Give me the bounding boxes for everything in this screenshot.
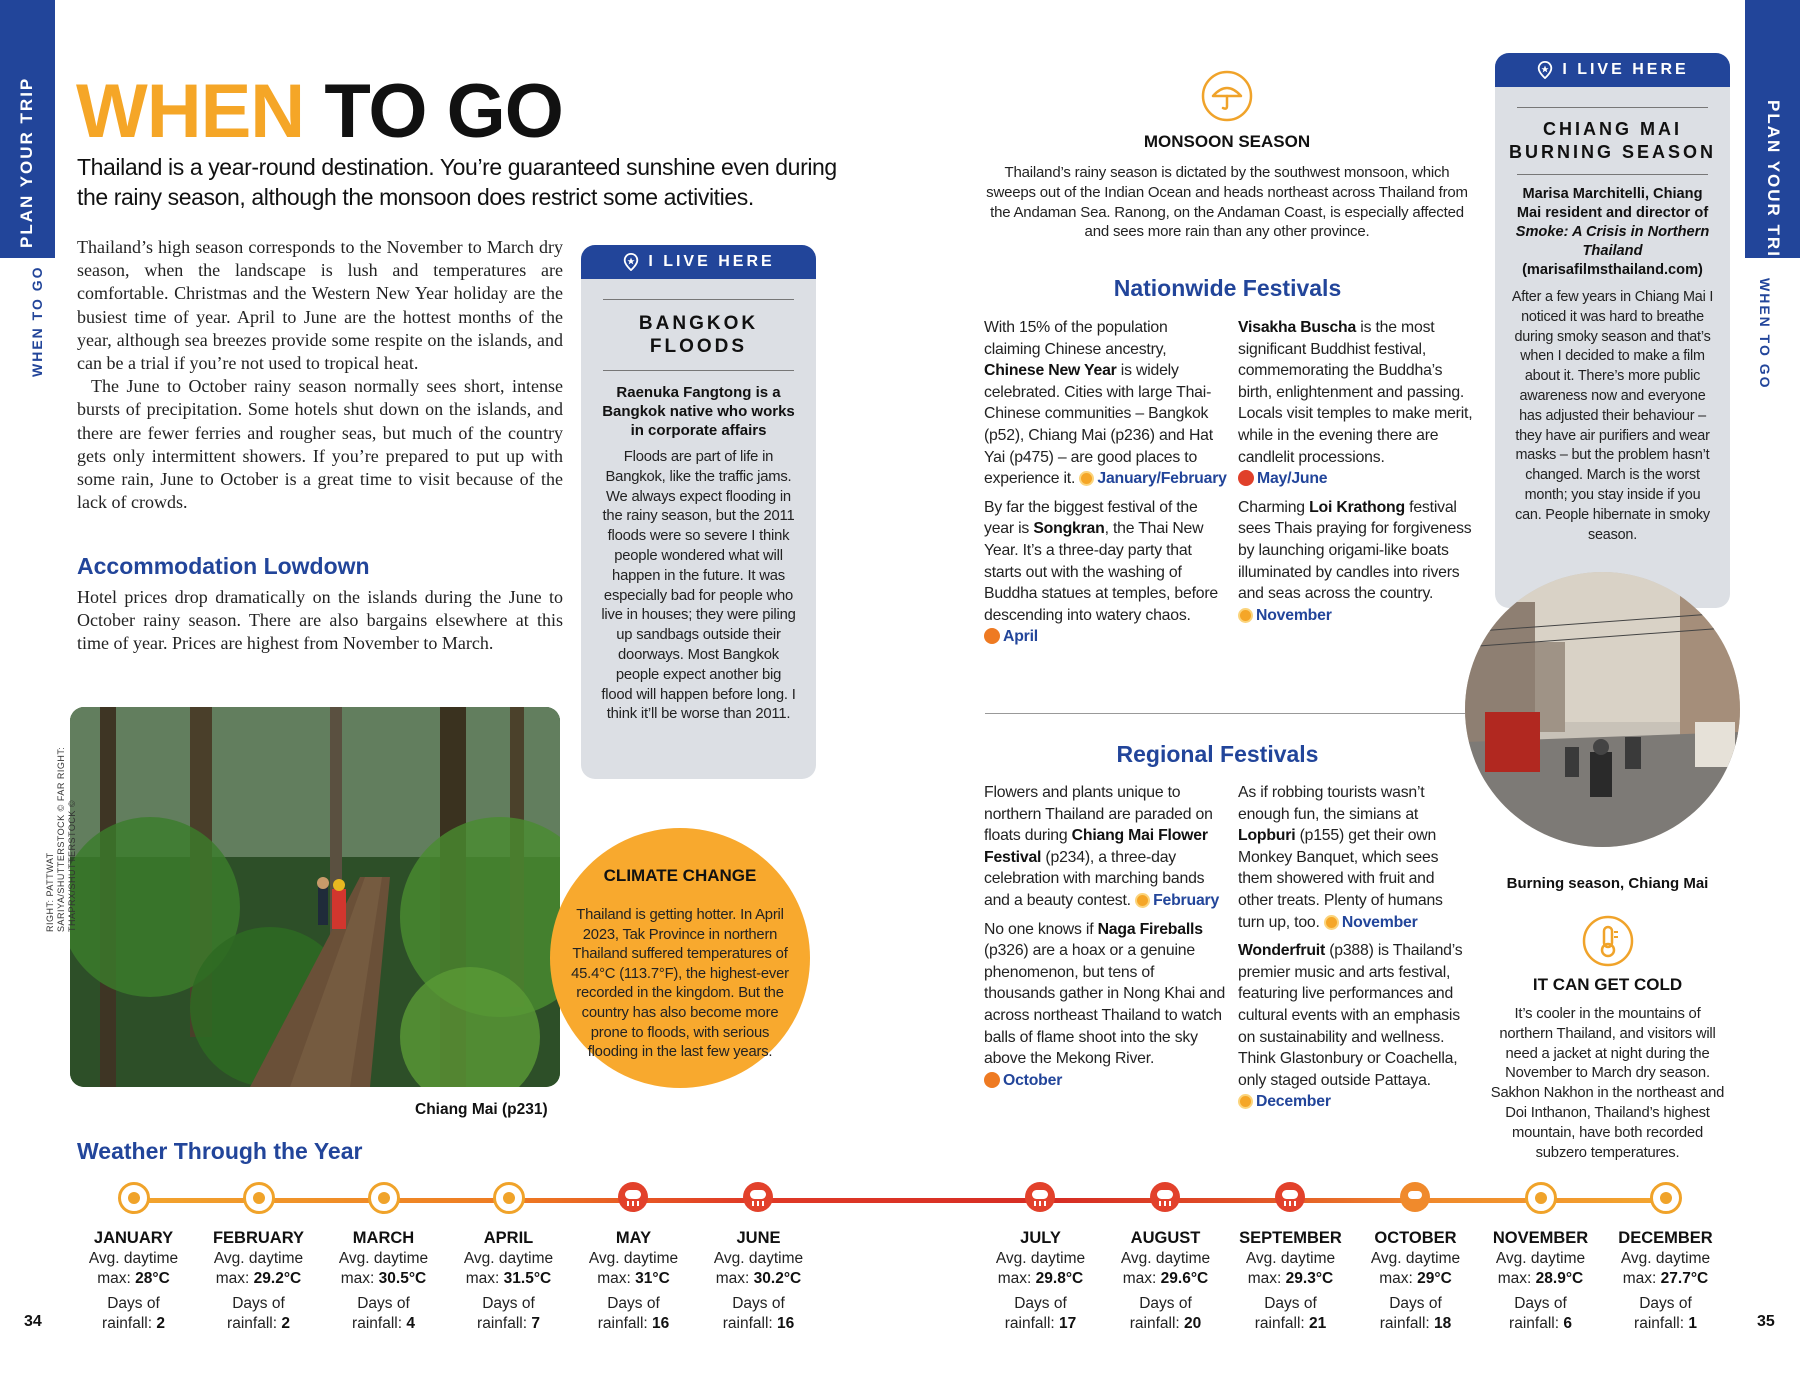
right-side-tab-label: PLAN YOUR TRIP <box>1764 100 1783 272</box>
month-rainfall: rainfall: 4 <box>352 1314 415 1332</box>
burning-season-photo <box>1465 572 1740 847</box>
sun-icon <box>1238 1094 1253 1109</box>
weather-month <box>978 1227 1103 1333</box>
nationwide-col-2 <box>1238 317 1473 626</box>
month-name: SEPTEMBER <box>1239 1229 1342 1247</box>
sun-icon <box>243 1182 275 1214</box>
month-max: max: 29.3°C <box>1247 1269 1334 1287</box>
weather-month <box>1228 1227 1353 1333</box>
divider <box>1517 107 1708 108</box>
sun-icon <box>1324 915 1339 930</box>
month-avg-label: Avg. daytime <box>713 1250 804 1267</box>
month-max: max: 29.6°C <box>1122 1269 1209 1287</box>
climate-change-circle <box>550 828 810 1088</box>
month-max: max: 29.8°C <box>997 1269 1084 1287</box>
forest-walkway-photo <box>70 707 560 1087</box>
card-body: After a few years in Chiang Mai I noticed it was hard to breathe during smoky season and that’s when I decided to make a film about it. There’s more public awareness now and everyone has adjusted their behaviour – they have air purifiers and wear masks – but the problem hasn’t changed. March is the worst month; you stay inside if you can. People hibernate in smoky season. <box>1511 289 1714 543</box>
card-title: CHIANG MAI BURNING SEASON <box>1508 119 1716 162</box>
sun-rain-icon <box>1400 1182 1430 1212</box>
main-text <box>77 236 563 514</box>
month-max: max: 29.2°C <box>215 1269 302 1287</box>
section-divider <box>985 713 1472 714</box>
sun-icon <box>368 1182 400 1214</box>
month-days-label: Days of <box>482 1295 535 1312</box>
sun-icon <box>1650 1182 1682 1214</box>
month-avg-label: Avg. daytime <box>588 1250 679 1267</box>
card-intro: Raenuka Fangtong is a Bangkok native who works in corporate affairs <box>602 384 795 439</box>
chiang-mai-burning-card <box>1495 53 1730 608</box>
month-name: JANUARY <box>93 1229 174 1247</box>
climate-change-text: Thailand is getting hotter. In April 2023, Tak Province in northern Thailand suffered temperatures of 45.4°C (113.7°F), the highest-ever recorded in the kingdom. But the country has also become more prone to floods, with serious flooding in the last few years. <box>571 907 789 1061</box>
month-avg-label: Avg. daytime <box>338 1250 429 1267</box>
month-rainfall: rainfall: 2 <box>102 1314 165 1332</box>
sun-icon <box>493 1182 525 1214</box>
weather-timeline-line <box>133 1198 1667 1203</box>
card-header <box>1495 53 1730 87</box>
climate-change-title: CLIMATE CHANGE <box>603 866 757 885</box>
title-word-to-go: TO GO <box>324 69 563 154</box>
left-side-tab <box>0 0 55 258</box>
month-rainfall: rainfall: 6 <box>1509 1314 1572 1332</box>
weather-month <box>71 1227 196 1333</box>
cold-title: IT CAN GET COLD <box>1532 975 1683 994</box>
rain-icon <box>743 1182 773 1212</box>
month-avg-label: Avg. daytime <box>213 1250 304 1267</box>
month-rainfall: rainfall: 2 <box>227 1314 290 1332</box>
card-header-label: I LIVE HERE <box>1562 61 1689 78</box>
month-max: max: 28.9°C <box>1497 1269 1584 1287</box>
divider <box>603 370 794 371</box>
title-word-when: WHEN <box>76 69 305 154</box>
month-days-label: Days of <box>732 1295 785 1312</box>
card-header-label: I LIVE HERE <box>648 253 775 270</box>
sun-icon <box>1238 608 1253 623</box>
page-number-right: 35 <box>1757 1313 1775 1330</box>
month-name: AUGUST <box>1130 1229 1201 1247</box>
month-max: max: 28°C <box>97 1269 170 1287</box>
weather-month <box>321 1227 446 1333</box>
month-avg-label: Avg. daytime <box>1620 1250 1711 1267</box>
rain-icon <box>1275 1182 1305 1212</box>
card-title: BANGKOK FLOODS <box>638 313 759 357</box>
wonderfruit-entry: Wonderfruit (p388) is Thailand’s premier music and arts festival, featuring live performances and cultural events with an emphasis on sustainability and wellness. Think Glastonbury or Coachella, only staged outside Pattaya. December <box>1238 942 1463 1111</box>
month-days-label: Days of <box>232 1295 285 1312</box>
monsoon-title: MONSOON SEASON <box>1143 132 1311 151</box>
month-days-label: Days of <box>1014 1295 1067 1312</box>
month-name: APRIL <box>483 1229 534 1247</box>
month-days-label: Days of <box>607 1295 660 1312</box>
month-avg-label: Avg. daytime <box>463 1250 554 1267</box>
month-max: max: 30.5°C <box>340 1269 427 1287</box>
sun-rain-icon <box>984 1072 1000 1088</box>
month-rainfall: rainfall: 16 <box>597 1314 670 1332</box>
divider <box>1517 174 1708 175</box>
divider <box>603 299 794 300</box>
month-name: MAY <box>615 1229 652 1247</box>
month-max: max: 31.5°C <box>465 1269 552 1287</box>
main-paragraph-1: Thailand’s high season corresponds to the November to March dry season, when the landscape is lush and temperatures are comfortable. Christmas and the Western New Year holiday are the busiest time of year. April to June are the hottest months of the year, although sea breezes provide some respite on the islands, and can be a trial if you’re not used to tropical heat. <box>77 237 563 374</box>
umbrella-icon <box>1201 70 1253 122</box>
monsoon-text: Thailand’s rainy season is dictated by the southwest monsoon, which sweeps out of the Indian Ocean and heads northeast across Thailand from the Andaman Sea. Ranong, on the Andaman Coast, is especially affected and sees more rain than any other province. <box>986 164 1468 241</box>
month-days-label: Days of <box>1639 1295 1692 1312</box>
month-days-label: Days of <box>1264 1295 1317 1312</box>
left-section-label: WHEN TO GO <box>29 265 45 377</box>
month-name: NOVEMBER <box>1492 1229 1589 1247</box>
month-avg-label: Avg. daytime <box>995 1250 1086 1267</box>
page-title <box>76 69 563 154</box>
weather-heading: Weather Through the Year <box>77 1138 363 1164</box>
weather-month <box>446 1227 571 1333</box>
month-name: FEBRUARY <box>212 1229 305 1247</box>
month-days-label: Days of <box>1389 1295 1442 1312</box>
left-side-tab-label: PLAN YOUR TRIP <box>17 76 36 248</box>
right-section-label: WHEN TO GO <box>1757 278 1773 390</box>
month-rainfall: rainfall: 21 <box>1254 1314 1327 1332</box>
street-illustration <box>1465 572 1740 847</box>
weather-month <box>1353 1227 1478 1333</box>
month-rainfall: rainfall: 18 <box>1379 1314 1452 1332</box>
month-name: MARCH <box>352 1229 415 1247</box>
sun-icon <box>1079 471 1094 486</box>
rain-icon <box>1025 1182 1055 1212</box>
month-max: max: 31°C <box>597 1269 670 1287</box>
card-body: Floods are part of life in Bangkok, like the traffic jams. We always expect flooding in the rainy season, but the 2011 floods were so severe I think people wondered what will happen in the future. It was especially bad for people who live in houses; they were piling up sandbags outside their doorways. Most Bangkok people expect another big flood will happen before long. I think it’ll be worse than 2011. <box>601 449 796 723</box>
forest-photo-caption: Chiang Mai (p231) <box>415 1101 548 1118</box>
page-number-left: 34 <box>24 1313 42 1330</box>
bangkok-floods-card <box>581 245 816 779</box>
right-side-tab <box>1745 0 1800 272</box>
songkran-entry: By far the biggest festival of the year is Songkran, the Thai New Year. It’s a three-day party that starts out with the washing of Buddha statues at temples, before descending into watery chaos. April <box>984 498 1219 646</box>
month-name: DECEMBER <box>1618 1229 1713 1247</box>
nationwide-festivals-heading: Nationwide Festivals <box>1113 275 1342 301</box>
regional-festivals-heading: Regional Festivals <box>1116 741 1319 767</box>
rain-icon <box>1150 1182 1180 1212</box>
month-avg-label: Avg. daytime <box>1370 1250 1461 1267</box>
weather-month <box>1103 1227 1228 1333</box>
month-avg-label: Avg. daytime <box>1120 1250 1211 1267</box>
rain-icon <box>1238 470 1254 486</box>
sun-icon <box>118 1182 150 1214</box>
month-rainfall: rainfall: 7 <box>477 1314 540 1332</box>
intro-text: Thailand is a year-round destination. You’re guaranteed sunshine even during the rainy season, although the monsoon does restrict some activities. <box>77 154 837 210</box>
month-rainfall: rainfall: 17 <box>1004 1314 1077 1332</box>
weather-month <box>696 1227 821 1333</box>
card-intro: Marisa Marchitelli, Chiang Mai resident and director of Smoke: A Crisis in Northern Thailand (marisafilmsthailand.com) <box>1515 186 1710 278</box>
main-paragraph-2: The June to October rainy season normally sees short, intense bursts of precipitation. Some hotels shut down on the islands, and there are fewer ferries and rougher seas, but much of the country gets only intermittent showers. If you’re prepared to put up with some rain, June to October is a great time to visit because of the lack of crowds. <box>77 376 563 513</box>
month-name: OCTOBER <box>1374 1229 1457 1247</box>
weather-month <box>1478 1227 1603 1333</box>
month-days-label: Days of <box>107 1295 160 1312</box>
map-pin-icon <box>622 253 640 271</box>
month-days-label: Days of <box>357 1295 410 1312</box>
flower-festival-entry: Flowers and plants unique to northern Thailand are paraded on floats during Chiang Mai Flower Festival (p234), a three-day celebration with marching bands and a beauty contest. February <box>984 784 1220 909</box>
sun-icon <box>1135 893 1150 908</box>
visakha-buscha-entry: Visakha Buscha is the most significant Buddhist festival, commemorating the Buddha’s birth, enlightenment and passing. Locals visit temples to make merit, while in the evening there are candlelit processions. May/June <box>1238 319 1473 488</box>
regional-col-1 <box>984 782 1227 1091</box>
month-max: max: 30.2°C <box>715 1269 802 1287</box>
accommodation-heading: Accommodation Lowdown <box>77 553 370 579</box>
regional-col-2 <box>1238 782 1473 1113</box>
chinese-new-year-entry: With 15% of the population claiming Chinese ancestry, Chinese New Year is widely celebrated. Cities with large Thai-Chinese communities – Bangkok (p52), Chiang Mai (p236) and Hat Yai (p475) – are good places to experience it. January/February <box>984 319 1227 488</box>
accommodation-text: Hotel prices drop dramatically on the islands during the June to October rainy season. There are also bargains elsewhere at this time of year. Prices are highest from November to March. <box>77 587 563 654</box>
thermometer-icon <box>1582 915 1634 967</box>
photo-credit: RIGHT: PATTWAT SARIYA/SHUTTERSTOCK © FAR RIGHT: THAPRX/SHUTTERSTOCK © <box>45 746 77 932</box>
burning-season-caption: Burning season, Chiang Mai <box>1506 875 1709 892</box>
weather-month <box>1603 1227 1728 1333</box>
naga-fireballs-entry: No one knows if Naga Fireballs (p326) are a hoax or a genuine phenomenon, but tens of thousands gather in Nong Khai and across northeast Thailand to watch balls of flame shoot into the sky above the Mekong River. October <box>984 920 1226 1089</box>
month-avg-label: Avg. daytime <box>1245 1250 1336 1267</box>
month-rainfall: rainfall: 16 <box>722 1314 795 1332</box>
weather-month <box>571 1227 696 1333</box>
cold-text: It’s cooler in the mountains of northern Thailand, and visitors will need a jacket at night during the November to March dry season. Sakhon Nakhon in the northeast and Doi Inthanon, Thailand’s highest mountain, have both recorded subzero temperatures. <box>1490 1006 1725 1161</box>
map-pin-icon <box>1536 61 1554 79</box>
sun-rain-icon <box>984 628 1000 644</box>
weather-month <box>196 1227 321 1333</box>
month-rainfall: rainfall: 20 <box>1129 1314 1202 1332</box>
forest-illustration <box>70 707 560 1087</box>
month-max: max: 27.7°C <box>1622 1269 1709 1287</box>
sun-icon <box>1525 1182 1557 1214</box>
month-avg-label: Avg. daytime <box>88 1250 179 1267</box>
month-avg-label: Avg. daytime <box>1495 1250 1586 1267</box>
monkey-banquet-entry: As if robbing tourists wasn’t enough fun, the simians at Lopburi (p155) get their own Monkey Banquet, which sees them showered with fruit and other treats. Plenty of humans turn up, too. November <box>1238 784 1443 931</box>
month-days-label: Days of <box>1139 1295 1192 1312</box>
month-max: max: 29°C <box>1379 1269 1452 1287</box>
month-name: JULY <box>1020 1229 1061 1247</box>
month-days-label: Days of <box>1514 1295 1567 1312</box>
month-rainfall: rainfall: 1 <box>1634 1314 1697 1332</box>
card-header <box>581 245 816 279</box>
rain-icon <box>618 1182 648 1212</box>
nationwide-col-1 <box>984 317 1227 648</box>
month-name: JUNE <box>736 1229 781 1247</box>
loi-krathong-entry: Charming Loi Krathong festival sees Thais praying for forgiveness by launching origami-like boats illuminated by candles into rivers and seas across the country. November <box>1238 498 1472 624</box>
